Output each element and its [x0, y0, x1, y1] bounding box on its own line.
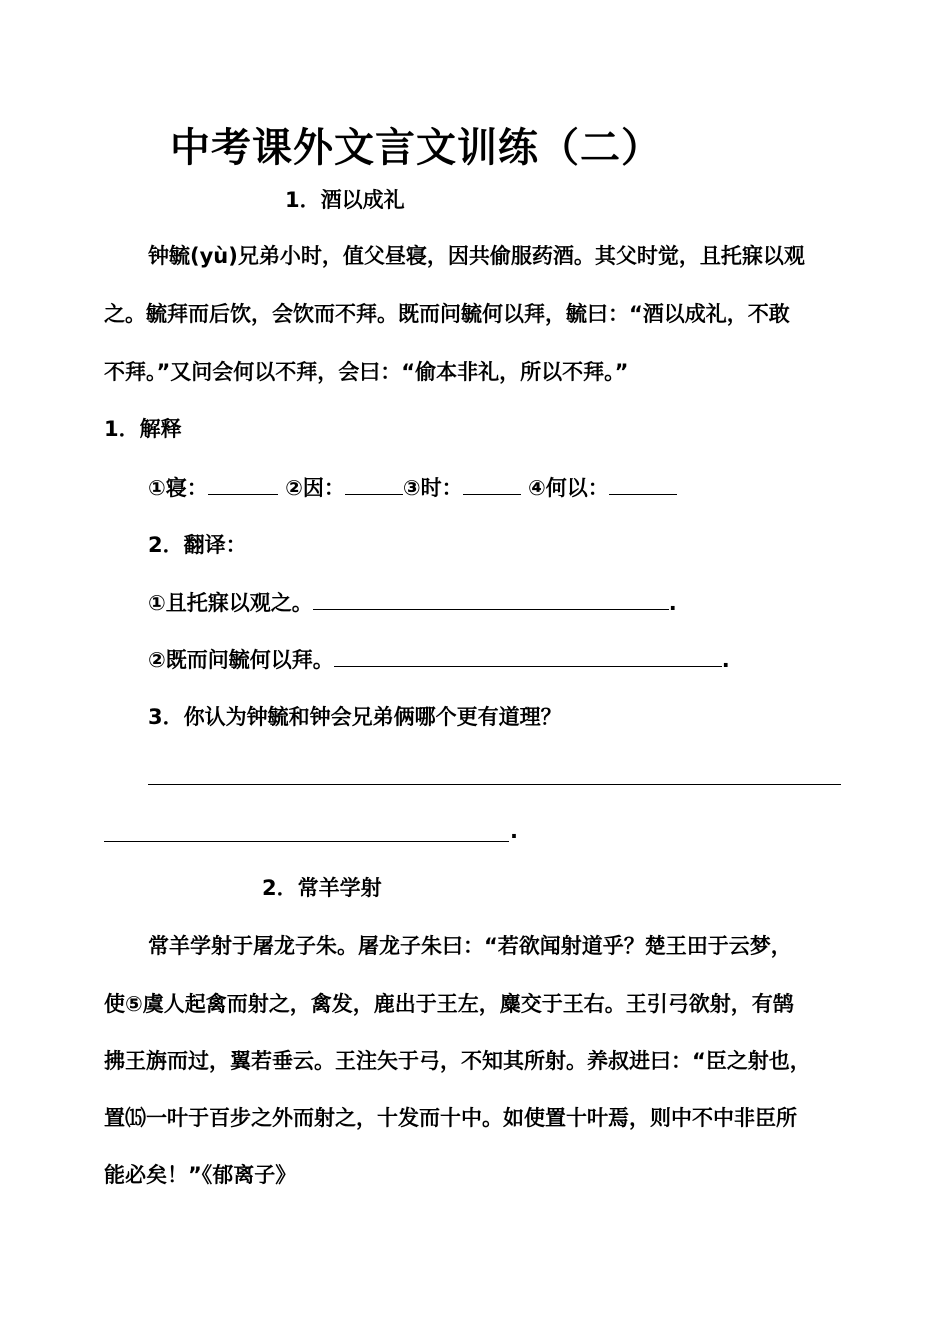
- answer-blank[interactable]: [208, 493, 278, 495]
- q1-item-label: ①寝：: [148, 476, 208, 500]
- story2-para-line: 置⒂一叶于百步之外而射之，十发而十中。如使置十叶焉，则中不中非臣所: [104, 1106, 797, 1130]
- answer-blank[interactable]: [345, 493, 403, 495]
- answer-line[interactable]: [104, 841, 509, 842]
- translation-item: [148, 591, 677, 616]
- question3-label: 3．你认为钟毓和钟会兄弟俩哪个更有道理？: [148, 705, 562, 729]
- story1-para-line: 不拜。”又问会何以不拜，会曰：“偷本非礼，所以不拜。”: [104, 360, 629, 384]
- translation-item: [148, 648, 730, 673]
- answer-blank[interactable]: [609, 493, 677, 495]
- question1-items: [148, 476, 677, 501]
- question1-label: 1．解释: [104, 417, 182, 441]
- answer-blank[interactable]: [313, 608, 669, 610]
- q1-item-label: ②因：: [285, 476, 345, 500]
- page-title: 中考课外文言文训练（二）: [170, 125, 662, 171]
- q1-item-label: ④何以：: [527, 476, 609, 500]
- period: .: [721, 648, 730, 672]
- story2-para-line: 使⑤虞人起禽而射之，禽发，鹿出于王左，麋交于王右。王引弓欲射，有鹄: [104, 992, 794, 1016]
- answer-blank[interactable]: [463, 493, 521, 495]
- answer-line[interactable]: [148, 784, 841, 785]
- story2-heading: 2．常羊学射: [262, 876, 382, 900]
- period: .: [510, 819, 518, 843]
- story1-heading: 1．酒以成礼: [285, 188, 405, 212]
- story1-para-line: 之。毓拜而后饮，会饮而不拜。既而问毓何以拜，毓曰：“酒以成礼，不敢: [104, 302, 790, 326]
- answer-blank[interactable]: [334, 665, 722, 667]
- story2-para-line: 拂王旃而过，翼若垂云。王注矢于弓，不知其所射。养叔进曰：“臣之射也，: [104, 1049, 811, 1073]
- translation-text: ①且托寐以观之。: [148, 591, 313, 615]
- story1-para-line: 钟毓(yù)兄弟小时，值父昼寝，因共偷服药酒。其父时觉，且托寐以观: [148, 244, 805, 268]
- story2-para-line: 能必矣！”《郁离子》: [104, 1163, 297, 1187]
- question2-label: 2．翻译：: [148, 533, 247, 557]
- q1-item-label: ③时：: [402, 476, 463, 500]
- translation-text: ②既而问毓何以拜。: [148, 648, 334, 672]
- period: .: [668, 591, 677, 615]
- story2-para-line: 常羊学射于屠龙子朱。屠龙子朱曰：“若欲闻射道乎？楚王田于云梦，: [148, 934, 792, 958]
